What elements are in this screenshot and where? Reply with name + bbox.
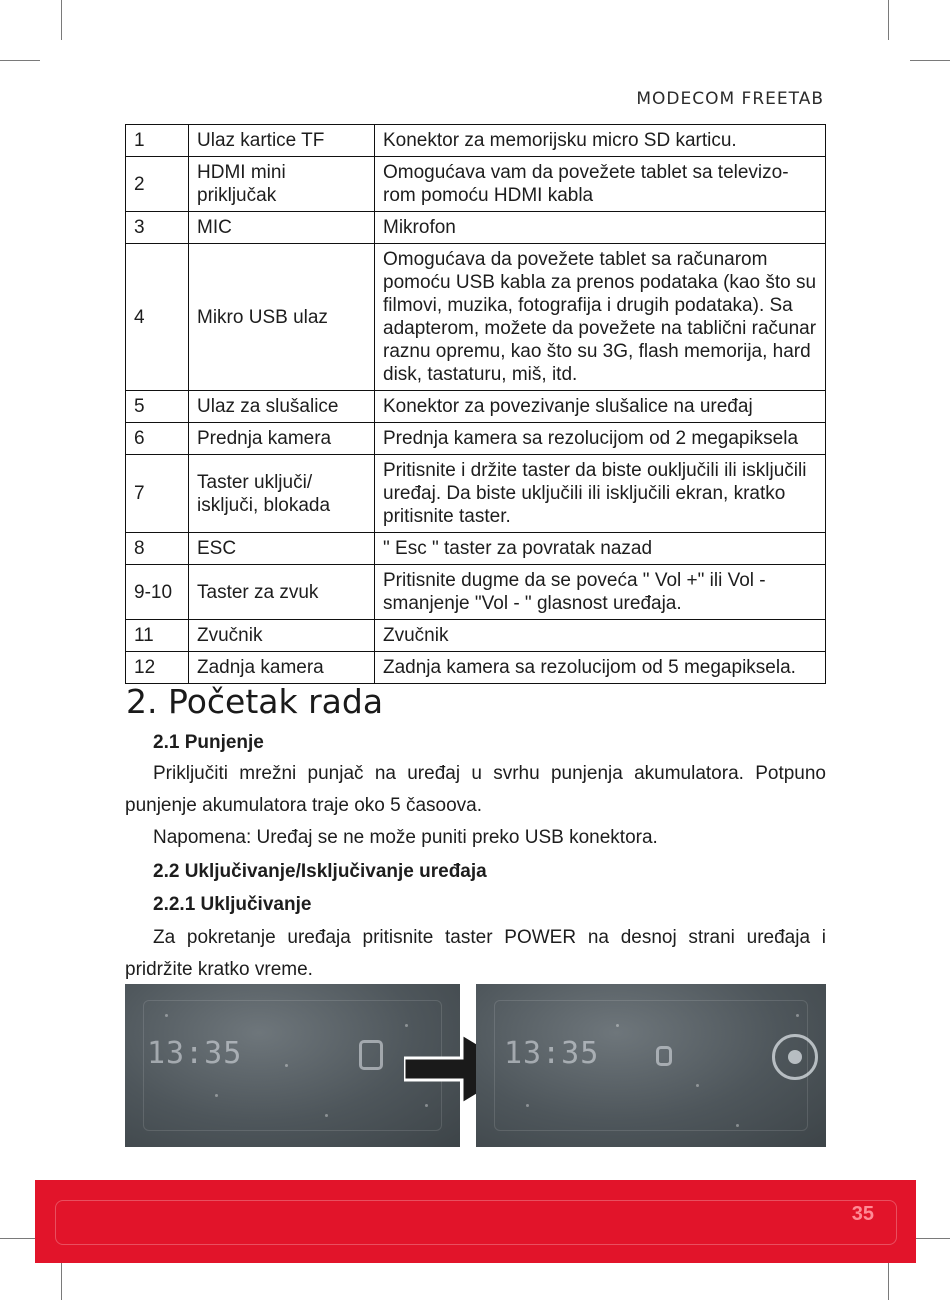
row-name: Zvučnik (189, 620, 375, 652)
row-description: Konektor za memorijsku micro SD karticu. (375, 125, 826, 157)
row-number: 7 (126, 455, 189, 533)
water-drop (526, 1104, 529, 1107)
water-drop (325, 1114, 328, 1117)
row-description: " Esc " taster za povratak nazad (375, 533, 826, 565)
subsection-heading: 2.2 Uključivanje/Isključivanje uređaja (153, 861, 487, 882)
crop-mark (888, 0, 889, 40)
row-name: Mikro USB ulaz (189, 244, 375, 391)
subsection-heading: 2.2.1 Uključivanje (153, 894, 312, 915)
row-description: Pritisnite dugme da se poveća " Vol +" ili Vol - smanjenje "Vol - " glasnost uređaja. (375, 565, 826, 620)
row-name: Taster uključi/ isključi, blokada (189, 455, 375, 533)
water-drop (796, 1014, 799, 1017)
water-drop (285, 1064, 288, 1067)
crop-mark (910, 60, 950, 61)
row-number: 5 (126, 391, 189, 423)
footer-decoration (55, 1200, 897, 1245)
subsection-heading: 2.1 Punjenje (153, 732, 264, 753)
row-number: 8 (126, 533, 189, 565)
row-description: Pritisnite i držite taster da biste ouključili ili isključili uređaj. Da biste uključili ili isključili ekran, kratko pritisnite taster. (375, 455, 826, 533)
row-name: Ulaz kartice TF (189, 125, 375, 157)
row-description: Konektor za povezivanje slušalice na uređaj (375, 391, 826, 423)
row-name: Ulaz za slušalice (189, 391, 375, 423)
crop-mark (910, 1238, 950, 1239)
paragraph: Priključiti mrežni punjač na uređaj u svrhu punjenja akumulatora. Potpuno punjenje akumulatora traje oko 5 časoova. (125, 763, 826, 816)
row-name: Taster za zvuk (189, 565, 375, 620)
table-row (126, 244, 826, 391)
row-name: Prednja kamera (189, 423, 375, 455)
crop-mark (0, 60, 40, 61)
table-row (126, 652, 826, 684)
row-number: 11 (126, 620, 189, 652)
row-number: 12 (126, 652, 189, 684)
table-row (126, 391, 826, 423)
row-name: MIC (189, 212, 375, 244)
row-name: ESC (189, 533, 375, 565)
table-row (126, 125, 826, 157)
lock-icon (656, 1046, 672, 1066)
row-number: 6 (126, 423, 189, 455)
row-description: Omogućava vam da povežete tablet sa televizo-rom pomoću HDMI kabla (375, 157, 826, 212)
water-drop (425, 1104, 428, 1107)
row-description: Zadnja kamera sa rezolucijom od 5 megapiksela. (375, 652, 826, 684)
water-drop (165, 1014, 168, 1017)
row-name: Zadnja kamera (189, 652, 375, 684)
table-row (126, 533, 826, 565)
table-row (126, 565, 826, 620)
unlock-ring-icon (772, 1034, 818, 1080)
brand-header: MODECOM FREETAB (636, 89, 824, 109)
water-drop (405, 1024, 408, 1027)
row-description: Mikrofon (375, 212, 826, 244)
table-row (126, 157, 826, 212)
row-number: 4 (126, 244, 189, 391)
table-row (126, 212, 826, 244)
row-description: Prednja kamera sa rezolucijom od 2 megapiksela (375, 423, 826, 455)
row-name: HDMI mini priključak (189, 157, 375, 212)
page-number: 35 (851, 1203, 874, 1225)
section-title: 2. Početak rada (126, 682, 384, 721)
note-paragraph: Napomena: Uređaj se ne može puniti preko USB konektora. (153, 827, 658, 848)
lockscreen-image-unlocked (476, 984, 826, 1147)
crop-mark (61, 1260, 62, 1300)
water-drop (696, 1084, 699, 1087)
water-drop (616, 1024, 619, 1027)
table-row (126, 423, 826, 455)
lock-icon (359, 1040, 383, 1070)
row-number: 2 (126, 157, 189, 212)
row-description: Zvučnik (375, 620, 826, 652)
table-row (126, 620, 826, 652)
crop-mark (61, 0, 62, 40)
row-number: 9-10 (126, 565, 189, 620)
row-description: Omogućava da povežete tablet sa računarom pomoću USB kabla za prenos podataka (kao što su filmovi, muzika, fotografija i drugih podataka). Sa adapterom, možete da povežete na tablični računar raznu opremu, kao što su 3G, flash memorija, hard disk, tastaturu, miš, itd. (375, 244, 826, 391)
paragraph: Za pokretanje uređaja pritisnite taster POWER na desnoj strani uređaja i pridržite kratko vreme. (125, 927, 826, 980)
table-row (126, 455, 826, 533)
crop-mark (0, 1238, 40, 1239)
clock-text: 13:35 (504, 1036, 600, 1071)
row-number: 3 (126, 212, 189, 244)
spec-table (125, 124, 826, 684)
crop-mark (888, 1260, 889, 1300)
row-number: 1 (126, 125, 189, 157)
water-drop (736, 1124, 739, 1127)
water-drop (215, 1094, 218, 1097)
clock-text: 13:35 (147, 1036, 243, 1071)
